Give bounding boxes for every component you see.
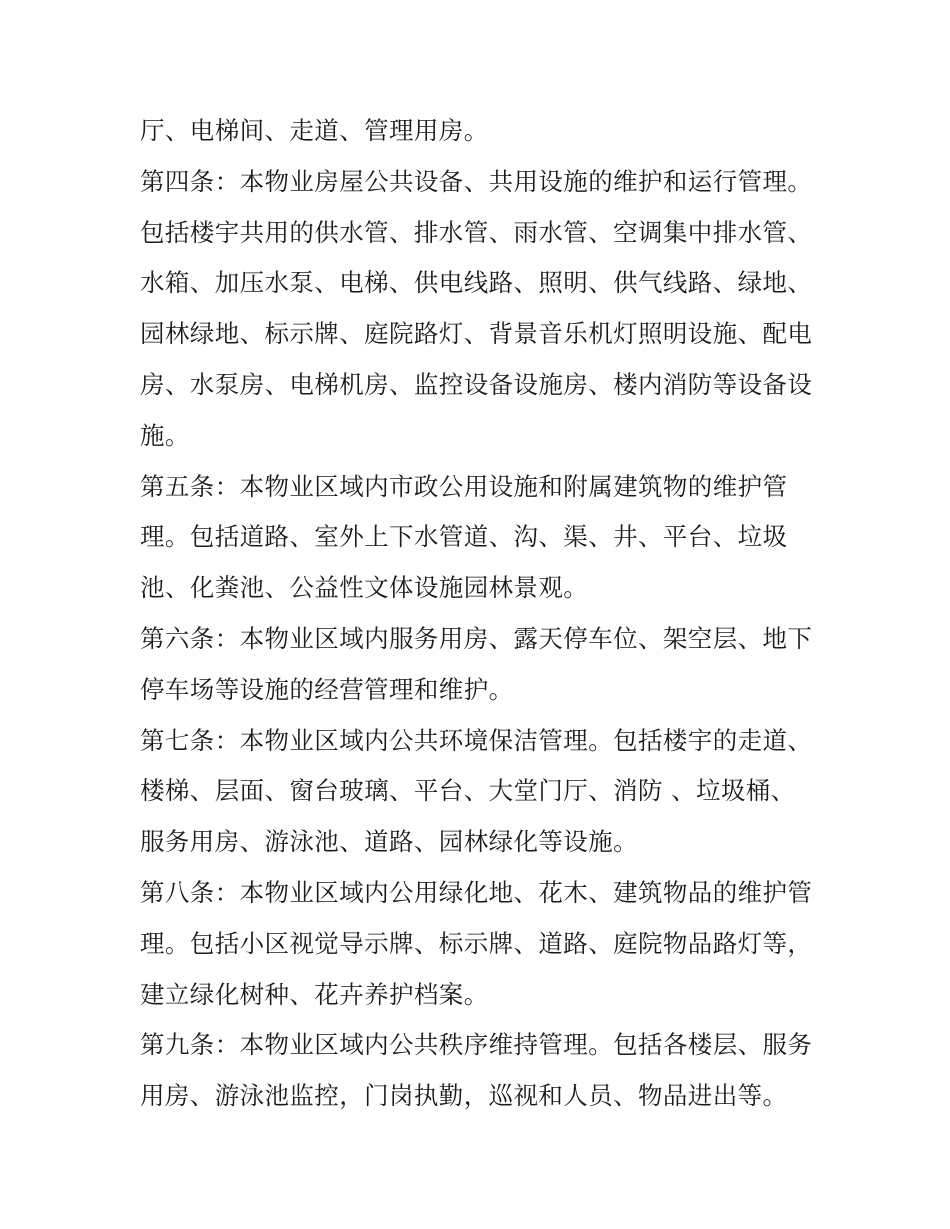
text-line: 第九条：本物业区域内公共秩序维持管理。包括各楼层、服务: [140, 1030, 813, 1060]
text-line: 停车场等设施的经营管理和维护。: [140, 674, 514, 704]
text-line: 第八条：本物业区域内公用绿化地、花木、建筑物品的维护管: [140, 877, 813, 907]
text-line: 楼梯、层面、窗台玻璃、平台、大堂门厅、消防 、垃圾桶、: [140, 776, 796, 806]
text-line: 建立绿化树种、花卉养护档案。: [140, 979, 489, 1009]
text-line: 第七条：本物业区域内公共环境保洁管理。包括楼宇的走道、: [140, 725, 813, 755]
text-line: 水箱、加压水泵、电梯、供电线路、照明、供气线路、绿地、: [140, 268, 813, 298]
text-line: 园林绿地、标示牌、庭院路灯、背景音乐机灯照明设施、配电: [140, 319, 813, 349]
text-line: 第四条：本物业房屋公共设备、共用设施的维护和运行管理。: [140, 166, 813, 196]
text-line: 房、水泵房、电梯机房、监控设备设施房、楼内消防等设备设: [140, 369, 813, 399]
text-line: 用房、游泳池监控，门岗执勤，巡视和人员、物品进出等。: [140, 1081, 788, 1111]
text-line: 理。包括道路、室外上下水管道、沟、渠、井、平台、垃圾: [140, 522, 788, 552]
text-line: 施。: [140, 420, 190, 450]
text-line: 厅、电梯间、走道、管理用房。: [140, 116, 489, 145]
text-line: 理。包括小区视觉导示牌、标示牌、道路、庭院物品路灯等，: [140, 928, 813, 958]
text-line: 服务用房、游泳池、道路、园林绿化等设施。: [140, 827, 638, 857]
text-line: 池、化粪池、公益性文体设施园林景观。: [140, 573, 589, 603]
text-line: 第五条：本物业区域内市政公用设施和附属建筑物的维护管: [140, 471, 788, 501]
text-line: 包括楼宇共用的供水管、排水管、雨水管、空调集中排水管、: [140, 217, 813, 247]
text-line: 第六条：本物业区域内服务用房、露天停车位、架空层、地下: [140, 623, 813, 653]
document-body: [140, 106, 820, 1122]
